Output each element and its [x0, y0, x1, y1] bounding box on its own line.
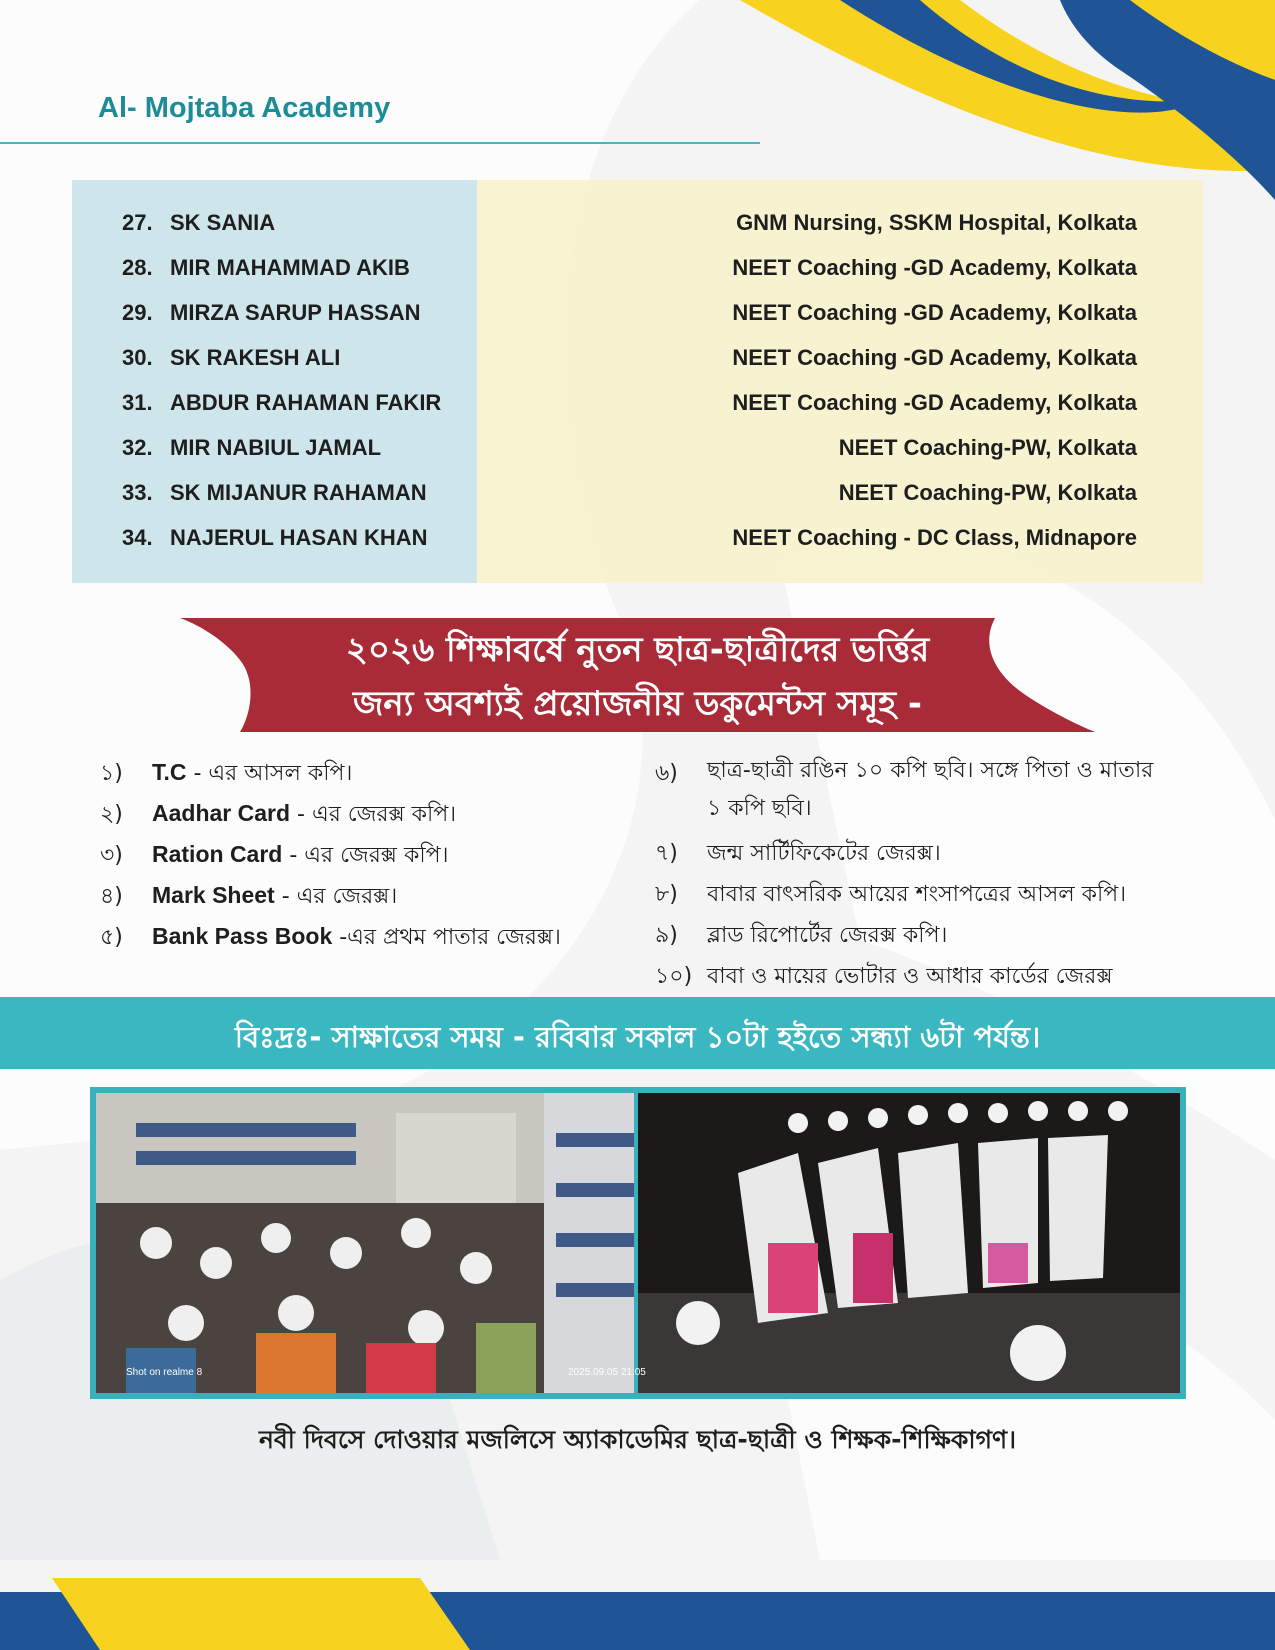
result-number: 33.	[122, 480, 153, 505]
results-row	[72, 525, 1203, 570]
document-number: ৫)	[100, 925, 123, 950]
institute-name: NEET Coaching - DC Class, Midnapore	[732, 525, 1137, 550]
document-name: T.C	[152, 759, 187, 785]
student-name: MIRZA SARUP HASSAN	[170, 300, 421, 325]
result-number: 34.	[122, 525, 153, 550]
document-detail: ব্লাড রিপোর্টের জেরক্স কপি।	[707, 923, 948, 948]
photo-strip	[90, 1087, 1186, 1399]
document-number: ১০)	[655, 964, 693, 989]
photo-caption: নবী দিবসে দোওয়ার মজলিসে অ্যাকাডেমির ছাত্র-ছাত্রী ও শিক্ষক-শিক্ষিকাগণ।	[258, 1425, 1017, 1454]
institute-name: NEET Coaching-PW, Kolkata	[838, 435, 1137, 460]
document-detail: বাবার বাৎসরিক আয়ের শংসাপত্রের আসল কপি।	[707, 882, 1127, 907]
banner-line-2: জন্য অবশ্যই প্রয়োজনীয় ডকুমেন্টস সমূহ -	[352, 684, 923, 724]
result-number: 28.	[122, 255, 153, 280]
results-row	[72, 255, 1203, 300]
results-row	[72, 390, 1203, 435]
result-number: 27.	[122, 210, 153, 235]
photo-timestamp: 2025.09.05 21:05	[568, 1367, 646, 1378]
student-name: ABDUR RAHAMAN FAKIR	[170, 390, 442, 415]
document-detail: জন্ম সার্টিফিকেটের জেরক্স।	[707, 841, 941, 866]
photo-students-prayer	[568, 1093, 1180, 1393]
visiting-hours-notice	[0, 997, 1275, 1069]
document-name: Ration Card	[152, 841, 283, 867]
student-name: MIR MAHAMMAD AKIB	[170, 255, 410, 280]
institute-name: NEET Coaching-PW, Kolkata	[838, 480, 1137, 505]
camera-stamp: Shot on realme 8	[126, 1367, 203, 1378]
results-row	[72, 300, 1203, 345]
document-number: ৪)	[100, 884, 123, 909]
notice-text: বিঃদ্রঃ- সাক্ষাতের সময় - রবিবার সকাল ১০টা হইতে সন্ধ্যা ৬টা পর্যন্ত।	[234, 1020, 1041, 1054]
student-name: NAJERUL HASAN KHAN	[170, 525, 428, 550]
photo-gathering-indoor	[96, 1093, 634, 1393]
document-number: ৭)	[655, 841, 678, 866]
results-row	[72, 210, 1203, 255]
title-divider	[0, 142, 760, 144]
results-row	[72, 435, 1203, 480]
results-table	[72, 180, 1203, 583]
banner-line-1: ২০২৬ শিক্ষাবর্ষে নুতন ছাত্র-ছাত্রীদের ভর্ত্তির	[345, 630, 930, 670]
document-detail: - এর জেরক্স।	[274, 884, 398, 909]
document-detail: - এর জেরক্স কপি।	[290, 802, 457, 827]
document-number: ৬)	[655, 761, 678, 786]
results-row	[72, 480, 1203, 525]
document-number: ৮)	[655, 882, 678, 907]
student-name: SK RAKESH ALI	[170, 345, 341, 370]
result-number: 29.	[122, 300, 153, 325]
admission-banner	[180, 616, 1095, 734]
result-number: 32.	[122, 435, 153, 460]
results-row	[72, 345, 1203, 390]
document-detail: ছাত্র-ছাত্রী রঙিন ১০ কপি ছবি। সঙ্গে পিতা ও মাতার ১ কপি ছবি।	[707, 758, 1154, 821]
institute-name: NEET Coaching -GD Academy, Kolkata	[732, 255, 1137, 280]
institute-name: GNM Nursing, SSKM Hospital, Kolkata	[736, 210, 1137, 235]
student-name: SK MIJANUR RAHAMAN	[170, 480, 427, 505]
document-number: ৯)	[655, 923, 678, 948]
institute-name: NEET Coaching -GD Academy, Kolkata	[732, 345, 1137, 370]
institute-name: NEET Coaching -GD Academy, Kolkata	[732, 300, 1137, 325]
result-number: 30.	[122, 345, 153, 370]
academy-title: Al- Mojtaba Academy	[98, 92, 391, 124]
document-name: Bank Pass Book	[152, 923, 333, 949]
document-name: Mark Sheet	[152, 882, 275, 908]
document-number: ২)	[100, 802, 123, 827]
document-detail: -এর প্রথম পাতার জেরক্স।	[332, 925, 561, 950]
document-detail: - এর জেরক্স কপি।	[282, 843, 449, 868]
document-name: Aadhar Card	[152, 800, 291, 826]
student-name: MIR NABIUL JAMAL	[170, 435, 382, 460]
document-detail: বাবা ও মায়ের ভোটার ও আধার কার্ডের জেরক্স	[707, 964, 1113, 989]
document-detail: - এর আসল কপি।	[186, 761, 353, 786]
student-name: SK SANIA	[170, 210, 276, 235]
document-number: ৩)	[100, 843, 123, 868]
institute-name: NEET Coaching -GD Academy, Kolkata	[732, 390, 1137, 415]
document-number: ১)	[100, 761, 123, 786]
result-number: 31.	[122, 390, 153, 415]
